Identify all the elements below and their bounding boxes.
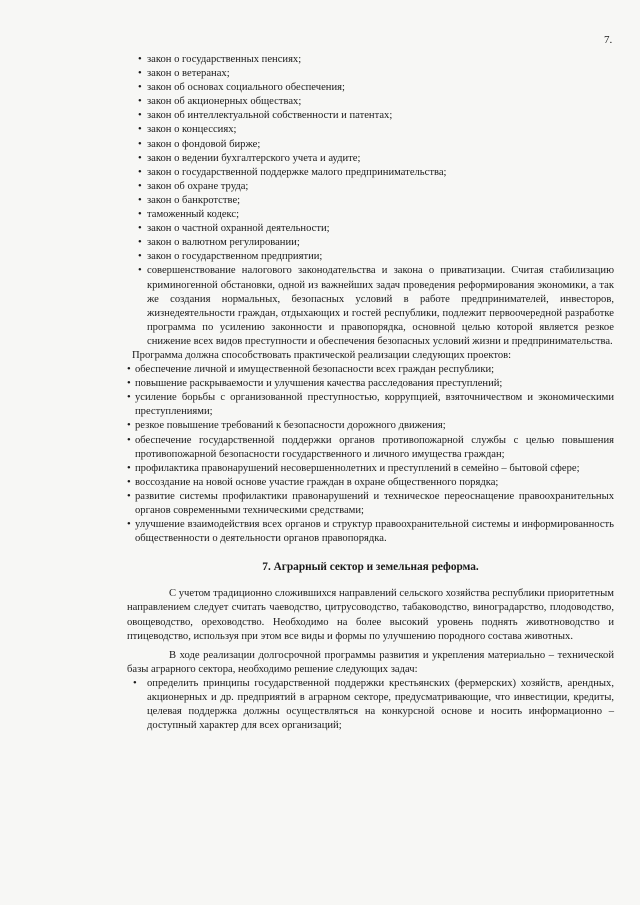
- section-title: 7. Аграрный сектор и земельная реформа.: [262, 561, 479, 574]
- list-item: • закон о ветеранах;: [127, 67, 614, 81]
- program-intro: Программа должна способствовать практической реализации следующих проектов:: [132, 349, 512, 361]
- list-item: • воссоздание на новой основе участие граждан в охране общественного порядка;: [127, 476, 614, 490]
- list-item: • определить принципы государственной поддержки крестьянских (фермерских) хозяйств, арендных, акционерных и др. предприятий в аграрном секторе, предусматривающие, что инвестиции, кредиты, целевая поддержка должны осуществляться на конкурсной основе и носить информационно – доступный характер для всех организаций;: [127, 677, 614, 733]
- list-item: • закон о государственных пенсиях;: [127, 53, 614, 67]
- tasks-list: [127, 677, 614, 733]
- list-item: • закон о фондовой бирже;: [127, 138, 614, 152]
- list-item: • закон о государственной поддержке малого предпринимательства;: [127, 166, 614, 180]
- list-item: • усиление борьбы с организованной преступностью, коррупцией, взяточничеством и экономическими преступлениями;: [127, 391, 614, 419]
- list-item: • обеспечение личной и имущественной безопасности всех граждан республики;: [127, 363, 614, 377]
- document-body: [127, 53, 614, 733]
- list-item: • закон об охране труда;: [127, 180, 614, 194]
- list-item: • резкое повышение требований к безопасности дорожного движения;: [127, 419, 614, 433]
- list-item: • обеспечение государственной поддержки органов противопожарной службы с целью повышения противопожарной безопасности государственного и личного имущества граждан;: [127, 434, 614, 462]
- list-item: • профилактика правонарушений несовершеннолетних и преступлений в семейно – бытовой сфере;: [127, 462, 614, 476]
- page-number: 7.: [604, 34, 613, 46]
- list-item: • таможенный кодекс;: [127, 208, 614, 222]
- list-item: • совершенствование налогового законодательства и закона о приватизации. Считая стабилизацию криминогенной обстановки, одной из важнейших задач проведения реформирования экономики, а так же создания нормальных, безопасных условий в работе предпринимателей, инвесторов, жизнедеятельности граждан, отдыхающих и гостей республики, подлежит первоочередной разработке программа по усилению законности и правопорядка, основной целью которой является резкое снижение всех видов преступности и обеспечения безопасных условий жизни и предпринимательства.: [127, 264, 614, 349]
- list-item: • закон о частной охранной деятельности;: [127, 222, 614, 236]
- paragraph: С учетом традиционно сложившихся направлений сельского хозяйства республики приоритетным направлением следует считать чаеводство, цитрусоводство, табаководство, виноградарство, плодоводство, овощеводство, ореховодство. Необходимо на более высокий уровень поднять животноводство и птицеводство, используя при этом все виды и формы по улучшению породного состава животных.: [127, 588, 614, 642]
- list-item: • улучшение взаимодействия всех органов и структур правоохранительной системы и информированность общественности о деятельности органов правопорядка.: [127, 518, 614, 546]
- list-item: • повышение раскрываемости и улучшения качества расследования преступлений;: [127, 377, 614, 391]
- projects-list: [127, 363, 614, 546]
- list-item: • закон об интеллектуальной собственности и патентах;: [127, 109, 614, 123]
- list-item: • закон об основах социального обеспечения;: [127, 81, 614, 95]
- list-item: • закон о валютном регулировании;: [127, 236, 614, 250]
- list-item: • закон о концессиях;: [127, 123, 614, 137]
- paragraph: В ходе реализации долгосрочной программы развития и укрепления материально – технической базы аграрного сектора, необходимо решение следующих задач:: [127, 649, 614, 675]
- list-item: • закон о ведении бухгалтерского учета и аудите;: [127, 152, 614, 166]
- list-item: • закон о банкротстве;: [127, 194, 614, 208]
- laws-list: [127, 53, 614, 349]
- list-item: • закон об акционерных обществах;: [127, 95, 614, 109]
- list-item: • развитие системы профилактики правонарушений и техническое переоснащение правоохранительных органов современными техническими средствами;: [127, 490, 614, 518]
- list-item: • закон о государственном предприятии;: [127, 250, 614, 264]
